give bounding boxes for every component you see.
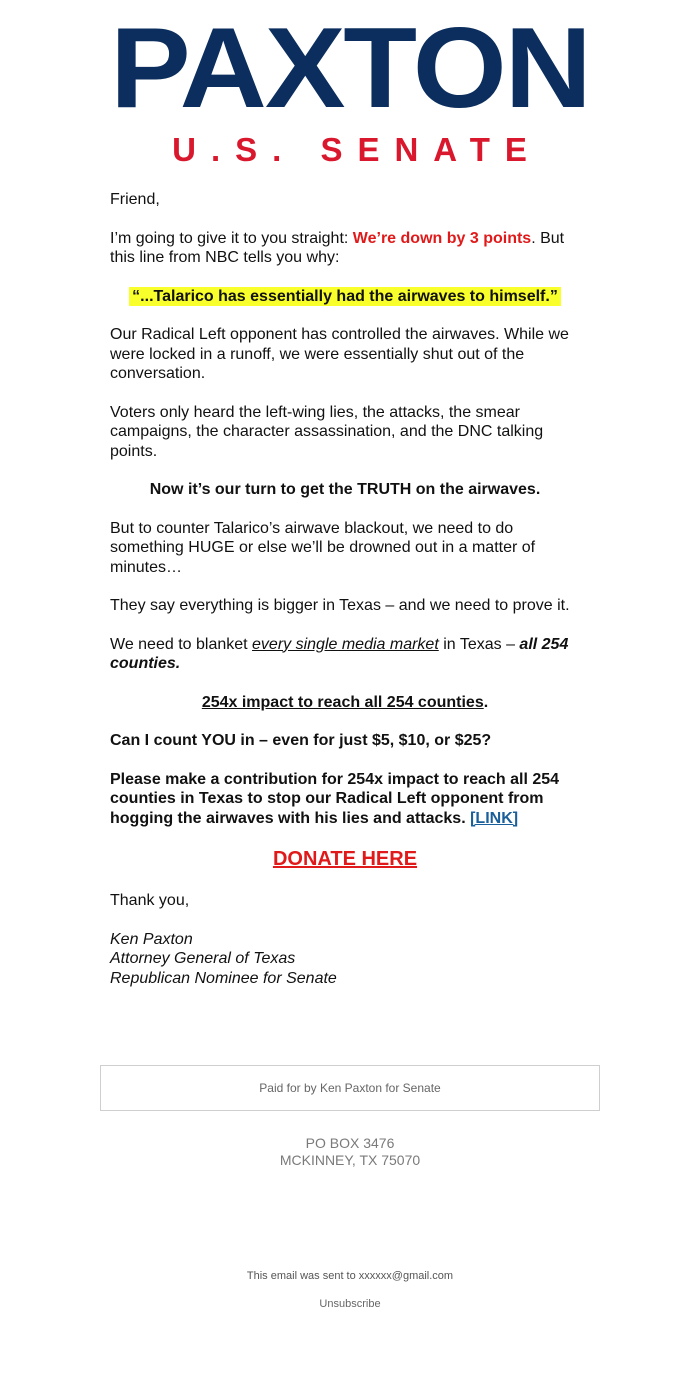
- paragraph-blanket: [110, 635, 580, 674]
- address-line-2: MCKINNEY, TX 75070: [279, 1152, 421, 1168]
- greeting: Friend,: [110, 191, 160, 208]
- signature-name: Ken Paxton: [110, 930, 193, 948]
- blanket-text-mid: in Texas –: [438, 635, 520, 653]
- paragraph-contribution: [110, 770, 580, 829]
- intro-text-end: . But this line from NBC tells you why:: [110, 229, 565, 266]
- impact-period: .: [483, 693, 489, 711]
- intro-text: I’m going to give it to you straight:: [110, 229, 353, 247]
- logo-subtitle: U.S. SENATE: [172, 131, 542, 168]
- sent-to-prefix: This email was sent to: [246, 1270, 359, 1282]
- signature: [110, 930, 580, 989]
- paragraph-airwaves: Our Radical Left opponent has controlled the airwaves. While we were locked in a runoff, we were essentially shut out of the conversation.: [110, 326, 569, 382]
- donate-button[interactable]: DONATE HERE: [272, 848, 418, 870]
- paragraph-impact: [110, 693, 580, 713]
- contribution-text: Please make a contribution for 254x impact to reach all 254 counties in Texas to stop our Radical Left opponent from hogging the airwaves with his lies and attacks.: [110, 770, 560, 827]
- paid-for-disclaimer: Paid for by Ken Paxton for Senate: [100, 1065, 600, 1111]
- address-line-1: PO BOX 3476: [305, 1135, 395, 1151]
- campaign-logo: [0, 5, 700, 168]
- mailing-address: [0, 1135, 700, 1169]
- counties-text: all 254 counties.: [110, 635, 569, 672]
- paragraph-counter: But to counter Talarico’s airwave blackout, we need to do something HUGE or else we’ll be drowned out in a matter of minutes…: [110, 519, 536, 576]
- sent-to-notice: [0, 1270, 700, 1282]
- nbc-quote: [110, 287, 580, 307]
- paragraph-ask: Can I count YOU in – even for just $5, $10, or $25?: [110, 732, 492, 749]
- blanket-text: We need to blanket: [110, 635, 253, 653]
- signature-title-2: Republican Nominee for Senate: [110, 969, 337, 987]
- paragraph-truth: Now it’s our turn to get the TRUTH on the airwaves.: [149, 481, 541, 498]
- paragraph-intro: [110, 229, 580, 268]
- impact-text: 254x impact to reach all 254 counties: [201, 693, 484, 711]
- poll-deficit-text: We’re down by 3 points: [352, 229, 532, 247]
- email-body: [110, 190, 580, 988]
- recipient-email: xxxxxx@gmail.com: [358, 1270, 454, 1282]
- thanks: Thank you,: [110, 892, 190, 909]
- logo-title: PAXTON: [110, 5, 590, 132]
- highlighted-quote: “...Talarico has essentially had the airwaves to himself.”: [129, 287, 561, 306]
- media-market-text: every single media market: [252, 635, 439, 653]
- paragraph-voters: Voters only heard the left-wing lies, the attacks, the smear campaigns, the character assassination, and the DNC talking points.: [110, 403, 544, 460]
- unsubscribe-row: [0, 1298, 700, 1310]
- contribution-link[interactable]: [LINK]: [470, 809, 519, 827]
- unsubscribe-link[interactable]: Unsubscribe: [319, 1298, 381, 1310]
- signature-title: Attorney General of Texas: [110, 950, 296, 967]
- paragraph-texas: They say everything is bigger in Texas – and we need to prove it.: [110, 597, 570, 614]
